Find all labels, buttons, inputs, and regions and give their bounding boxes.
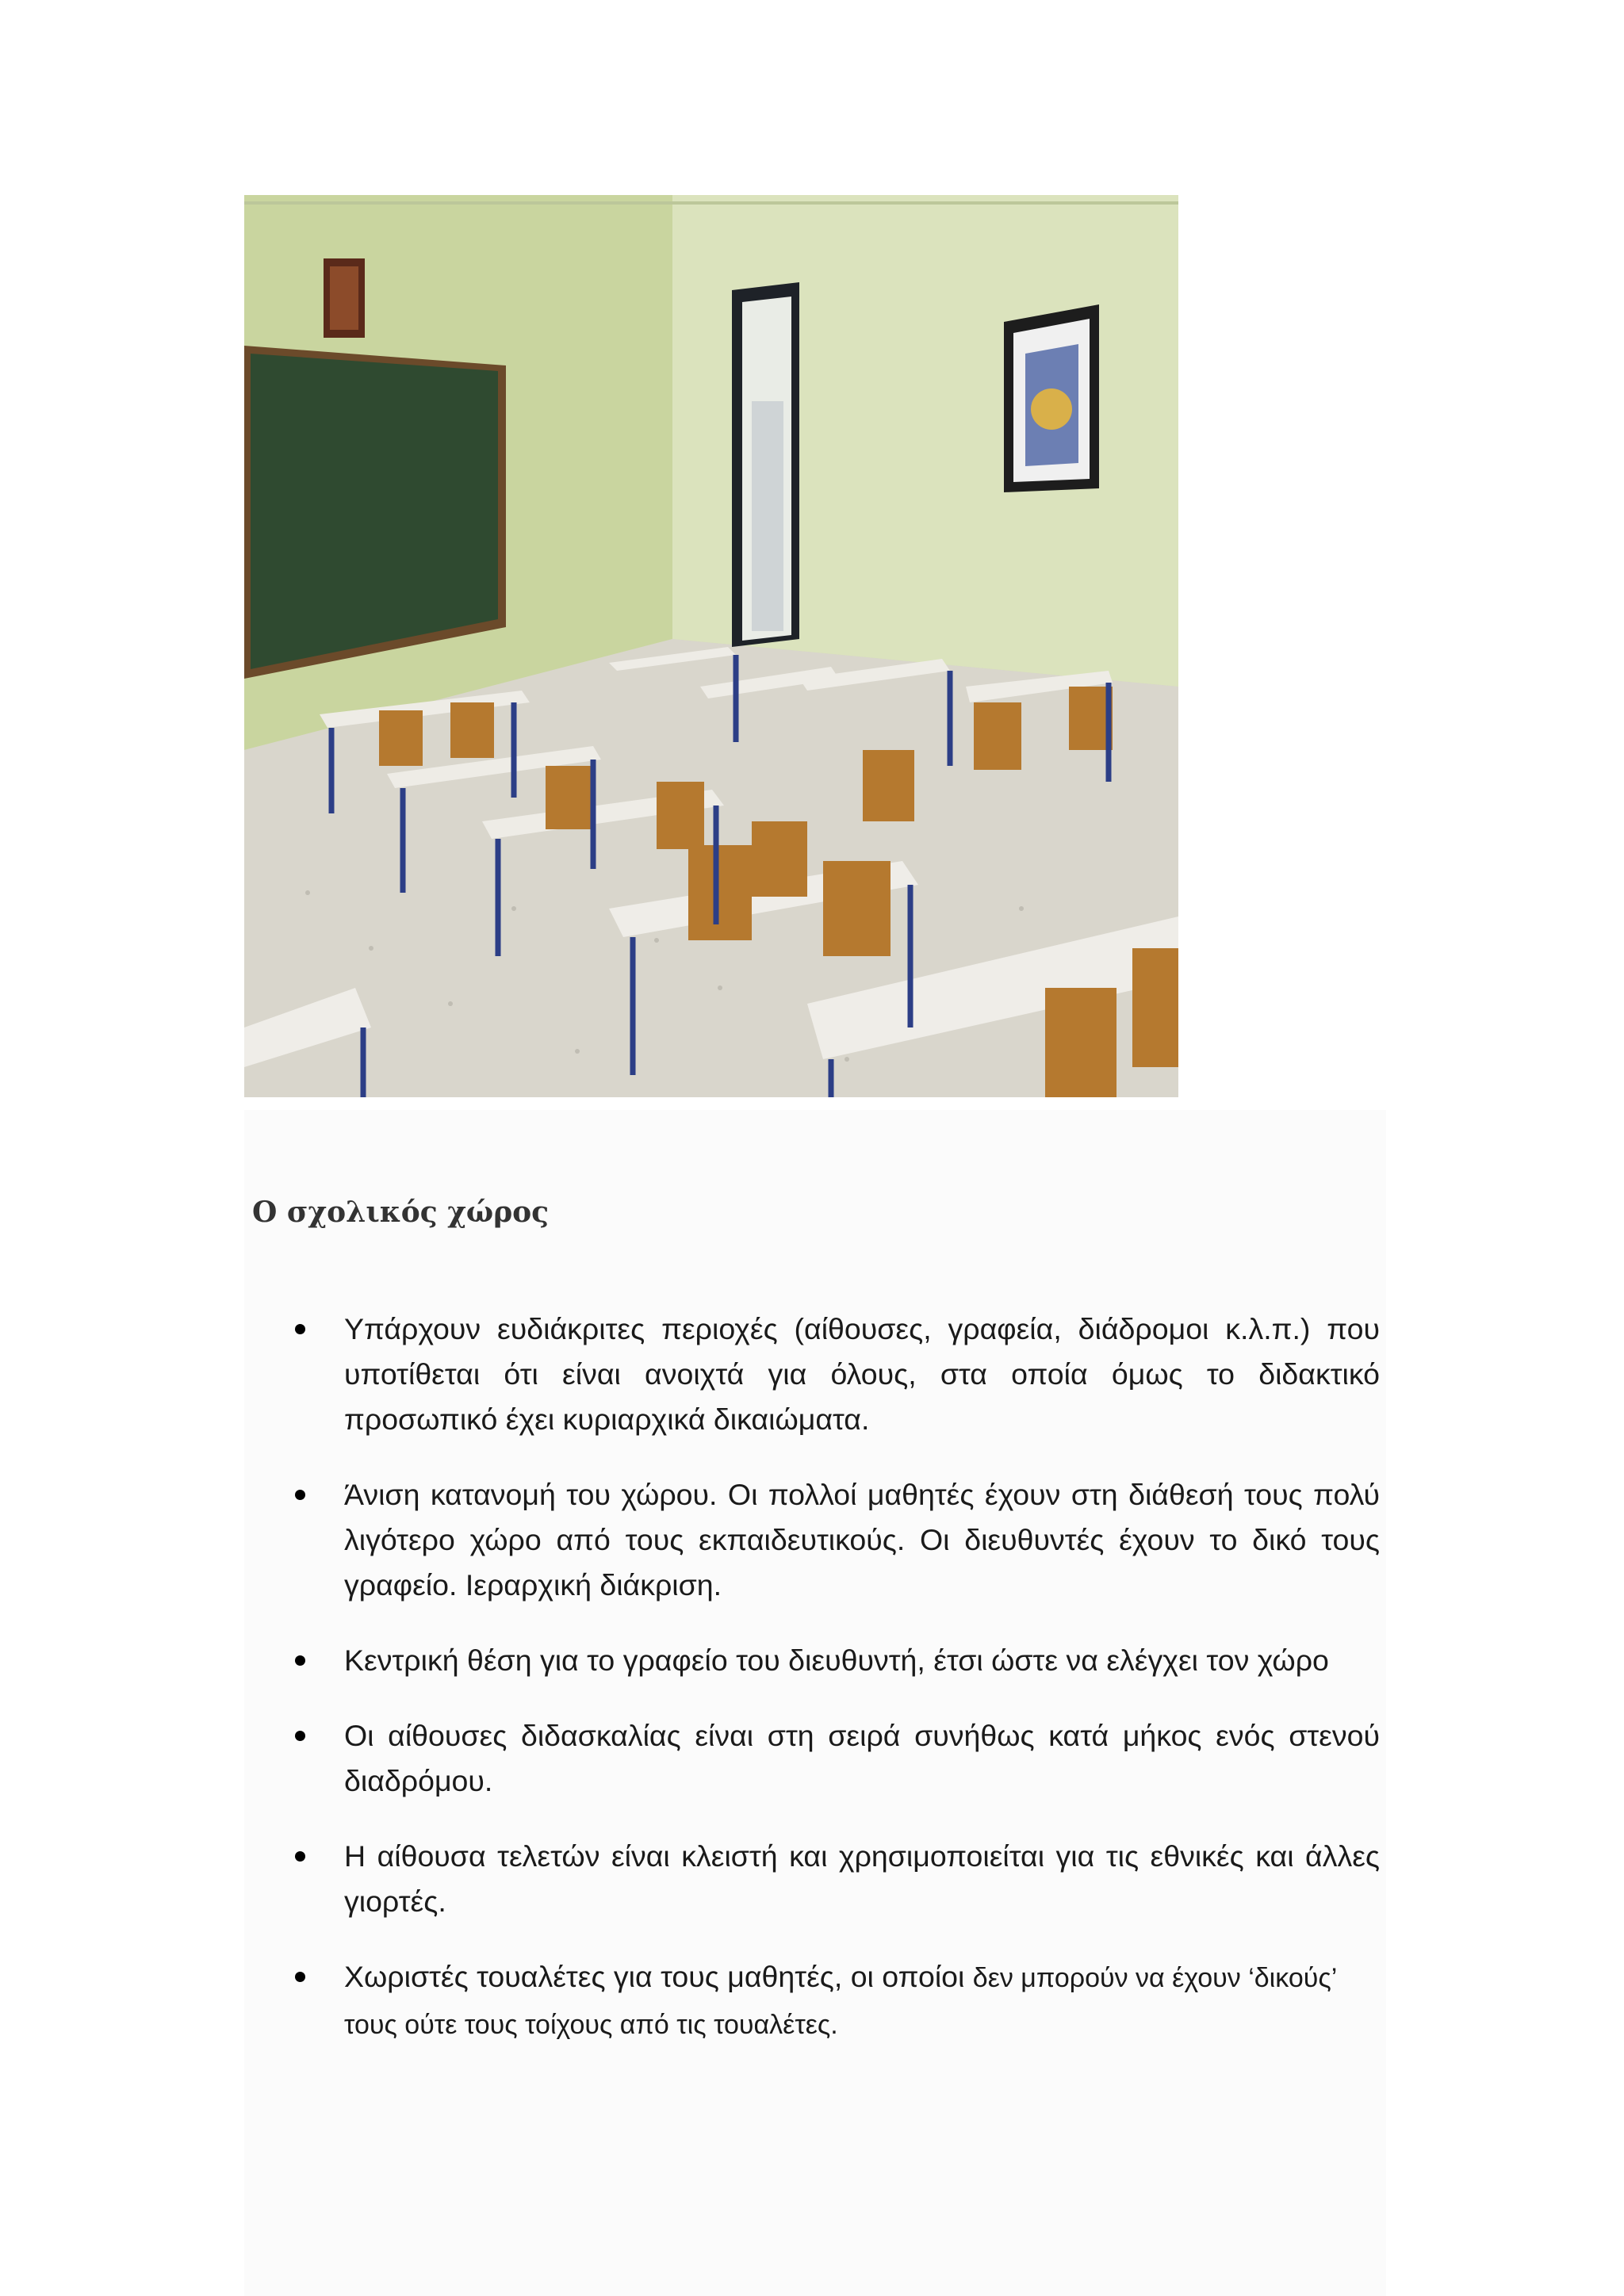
list-item bbox=[295, 1834, 1380, 1924]
bullet-icon bbox=[295, 1972, 305, 1982]
list-item bbox=[295, 1954, 1380, 2048]
classroom-photo bbox=[244, 195, 1178, 1097]
list-item bbox=[295, 1307, 1380, 1442]
bullet-icon bbox=[295, 1490, 305, 1500]
bullet-icon bbox=[295, 1851, 305, 1862]
bullet-list bbox=[295, 1307, 1380, 2078]
list-item bbox=[295, 1472, 1380, 1608]
list-item bbox=[295, 1638, 1380, 1683]
list-item-text: Οι αίθουσες διδασκαλίας είναι στη σειρά συνήθως κατά μήκος ενός στενού διαδρόμου. bbox=[344, 1719, 1380, 1797]
bullet-icon bbox=[295, 1324, 305, 1334]
list-item-text: Άνιση κατανομή του χώρου. Οι πολλοί μαθητές έχουν στη διάθεσή τους πολύ λιγότερο χώρο από τους εκπαιδευτικούς. Οι διευθυντές έχουν το δικό τους γραφείο. Ιεραρχική διάκριση. bbox=[344, 1478, 1380, 1601]
list-item-text: Η αίθουσα τελετών είναι κλειστή και χρησιμοποιείται για τις εθνικές και άλλες γιορτές. bbox=[344, 1839, 1380, 1918]
bullet-icon bbox=[295, 1655, 305, 1666]
section-title: Ο σχολικός χώρος bbox=[252, 1196, 550, 1229]
bullet-icon bbox=[295, 1731, 305, 1741]
list-item-text: Χωριστές τουαλέτες για τους μαθητές, οι οποίοι bbox=[344, 1960, 973, 1993]
classroom-illustration bbox=[244, 195, 1178, 1097]
list-item-text: Κεντρική θέση για το γραφείο του διευθυντή, έτσι ώστε να ελέγχει τον χώρο bbox=[344, 1644, 1329, 1677]
list-item-text-small: δεν μπορούν να έχουν ‘δικούς’ τους ούτε τους τοίχους από τις τουαλέτες. bbox=[344, 1963, 1337, 2040]
list-item-text: Υπάρχουν ευδιάκριτες περιοχές (αίθουσες, γραφεία, διάδρομοι κ.λ.π.) που υποτίθεται ότι είναι ανοιχτά για όλους, στα οποία όμως το διδακτικό προσωπικό έχει κυριαρχικά δικαιώματα. bbox=[344, 1312, 1380, 1436]
list-item bbox=[295, 1713, 1380, 1804]
